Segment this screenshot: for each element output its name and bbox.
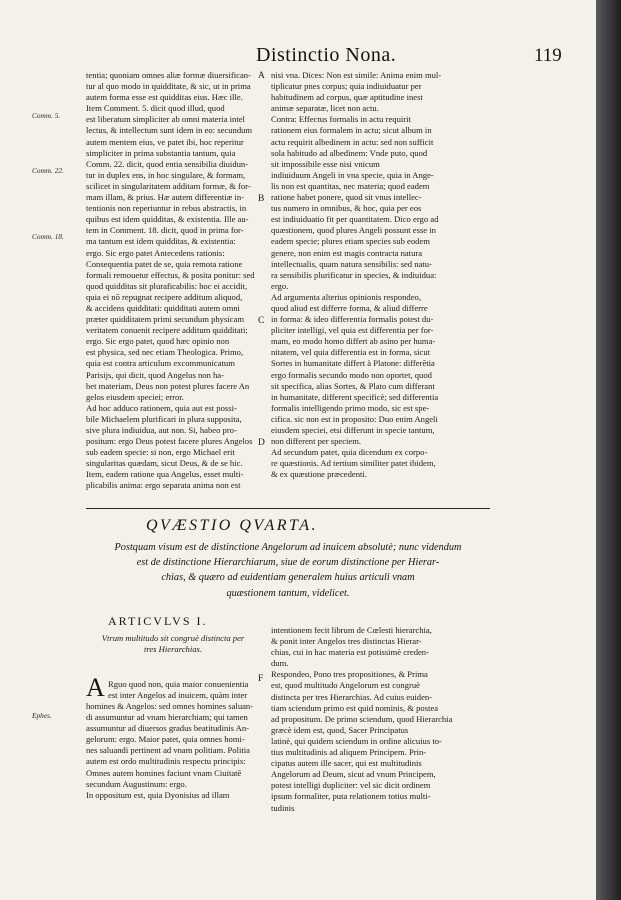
text-line: Ad secundum patet, quia dicendum ex corpo-: [271, 447, 428, 458]
text-line: Consequentia patet de se, quia remota ratione: [86, 258, 243, 269]
section-marker-d: D: [258, 438, 265, 448]
text-line: quibus est idem quidditas, & existentia. Ille au-: [86, 214, 249, 225]
text-line: in forma: & ideo differentia formalis potest du-: [271, 314, 434, 325]
question-intro: [86, 540, 490, 601]
drop-cap: A: [86, 673, 105, 702]
text-line: græcè idem est, quod, Sacer Principatus: [271, 724, 409, 735]
text-line: cifica. sic non est in proposito: Duo enim Angeli: [271, 413, 438, 424]
text-line: [271, 480, 489, 491]
right-column: [271, 70, 489, 492]
text-line: mam, eo modo homo differt ab asino per huma-: [271, 336, 436, 347]
text-line: est inter Angelos ad inuicem, quàm inter: [108, 690, 248, 701]
running-head: Distinctio Nona.: [256, 44, 397, 66]
text-line: tiam sciendum primo est quid nominis, & postea: [271, 702, 439, 713]
text-line: tiplicatur pnes corpus; quia indiuiduatur per: [271, 81, 422, 92]
text-line: [271, 825, 489, 836]
text-line: tur al quo modo in quidditate, & sic, ut in prima: [86, 81, 251, 92]
text-line: animæ separatæ, licet non actu.: [271, 103, 379, 114]
text-line: chias, cui in hac materia est potissimè creden-: [271, 647, 429, 658]
text-line: habitudinem ad corpus, quæ aptitudine inest: [271, 92, 423, 103]
text-line: assumuntur ad diuersos gradus beatitudinis An-: [86, 723, 250, 734]
book-gutter: [596, 0, 621, 900]
page-number: 119: [534, 45, 562, 66]
article-left-column: [86, 679, 260, 701]
text-line: intellectualis, quam natura sensibilis: sed natu-: [271, 258, 432, 269]
text-line: dum.: [271, 658, 289, 669]
text-line: In oppositum est, quia Dyonisius ad illam: [86, 789, 230, 800]
text-line: Rguo quod non, quia maior conuenientia: [108, 679, 249, 689]
text-line: Omnes autem homines faciunt vnam Ciuitatē: [86, 767, 242, 778]
text-line: re quæstionis. Ad tertium similiter patet ibidem,: [271, 458, 436, 469]
text-line: mam illam, & prius. Hæ autem differentiæ in-: [86, 192, 245, 203]
text-line: ratione habet ponere, quod sit vnus intellec-: [271, 192, 422, 203]
article-heading: ARTICVLVS I.: [108, 614, 208, 628]
text-line: Item Comment. 5. dicit quod illud, quod: [86, 103, 225, 114]
text-line: [271, 869, 489, 880]
text-line: bet materiam, Deus non potest plures facere An: [86, 380, 250, 391]
text-line: tudinis: [271, 802, 295, 813]
text-line: autem est ordo multitudinis respectu principis:: [86, 756, 246, 767]
text-line: [86, 801, 260, 812]
text-line: quia est contra articulum excommunicatum: [86, 358, 235, 369]
text-line: lis non est quantitas, nec materia; quod eadem: [271, 180, 430, 191]
text-line: sola habitudo ad albedinem: Vnde puto, quod: [271, 147, 428, 158]
text-line: ergo. Sic ergo patet Antecedens rationis:: [86, 247, 225, 258]
text-line: ma tantum est idem quidditas, & existentia:: [86, 236, 236, 247]
text-line: Ad argumenta alterius opinionis respondeo,: [271, 291, 421, 302]
text-line: autem mentem eius, ve patet ibi, hoc reperitur: [86, 136, 244, 147]
text-line: est physica, sed nec etiam Theologica. Primo,: [86, 347, 244, 358]
text-line: tentia; quoniam omnes aliæ formæ diuersifican-: [86, 70, 251, 80]
text-line: homines & Angelos: sed omnes homines saluan-: [86, 701, 254, 711]
text-line: sub eadem specie: si non, ergo Michael erit: [86, 447, 235, 458]
text-line: ergo. Sic ergo patet, quod hæc opinio non: [86, 336, 230, 347]
article-right-column: [271, 625, 489, 880]
text-line: nisi vna. Dices: Non est simile: Anima enim mul-: [271, 70, 442, 80]
text-line: sit specifica, alias Sortes, & Plato cum differant: [271, 380, 435, 391]
text-line: [271, 814, 489, 825]
intro-line: est de distinctione Hierarchiarum, siue de eorum distinctione per Hierar-: [136, 557, 440, 569]
text-line: ipsum formaliter, puta relationem totius multi-: [271, 791, 431, 802]
text-line: gelorum: ergo. Maior patet, quia omnes homi-: [86, 734, 245, 745]
text-line: Sortes in humanitate differt à Platone: differētia: [271, 358, 435, 369]
text-line: potest intelligi dupliciter: vel sic dicit ordinem: [271, 780, 431, 791]
text-line: est liberatum simpliciter ab omni materia intel: [86, 114, 245, 125]
text-line: cipatus autem ille sacer, qui est multitudinis: [271, 758, 422, 769]
text-line: tius multitudinis ad aliquem Principem. Prin-: [271, 747, 427, 758]
margin-reference: Comm. 5.: [32, 111, 61, 120]
text-line: distincta per tres Hierarchias. Ad cuius euiden-: [271, 691, 433, 702]
text-line: [271, 847, 489, 858]
text-line: secundum Augustinum: ergo.: [86, 778, 187, 789]
text-line: formalis intelligendo primo modo, sic est spe-: [271, 402, 430, 413]
text-line: quod aliud est differre forma, & aliud differre: [271, 302, 428, 313]
text-line: rationem eius formalem in actu; sicut album in: [271, 125, 432, 136]
text-line: quia ei nō repugnat recipere additum aliquod,: [86, 291, 243, 302]
text-line: Comm. 22. dicit, quod entia sensibilia diuidun-: [86, 158, 249, 169]
text-line: ergo.: [271, 280, 289, 291]
text-line: tentionis non reperiuntur in rebus abstractis, in: [86, 203, 247, 214]
text-line: scilicet in singularitatem additam formæ, & for-: [86, 180, 251, 191]
margin-reference: Ephes.: [32, 711, 52, 720]
text-line: & accidens quidditati: quidditati autem omni: [86, 302, 240, 313]
text-line: est, quod multitudo Angelorum est congruè: [271, 680, 420, 691]
text-line: sit impossibile esse nisi vnicum: [271, 158, 380, 169]
text-line: tur in duplex ens, in hoc singulare, & formam,: [86, 169, 246, 180]
question-heading: QVÆSTIO QVARTA.: [146, 517, 319, 534]
left-column: [86, 70, 260, 503]
text-line: [271, 858, 489, 869]
text-line: singularitas quædam, sicut Deus, & de se hic.: [86, 458, 243, 469]
section-marker-f: F: [258, 674, 264, 684]
text-line: præter quidditatem primi secundum physicam: [86, 314, 244, 325]
intro-line: quæstionem tantum, videlicet.: [226, 587, 350, 599]
subtitle-line: tres Hierarchias.: [143, 644, 203, 655]
margin-reference: Comm. 22.: [32, 166, 64, 175]
intro-line: chias, & quæro ad euidentiam generalem huius articuli vnam: [161, 572, 415, 584]
text-line: Respondeo, Pono tres propositiones, & Prima: [271, 669, 428, 680]
text-line: sive plura indiuidua, aut non. Si, habeo pro-: [86, 425, 237, 435]
section-marker-b: B: [258, 194, 265, 204]
text-line: positum: ergo Deus potest facere plures Angelos: [86, 436, 253, 447]
text-line: formali remouetur effectus, & posita ponitur: sed: [86, 269, 255, 280]
text-line: intentionem fecit librum de Cœlesti hierarchia,: [271, 625, 432, 635]
text-line: autem forma esse est quidditas eius. Hæc ille.: [86, 92, 243, 103]
text-line: Parisijs, qui dicit, quod Angelus non ha-: [86, 369, 224, 380]
text-line: nes saluandi pertinent ad vnam politiam. Politia: [86, 745, 250, 756]
text-line: latinè, qui quidem sciendum in ordine alicuius to-: [271, 735, 442, 746]
text-line: tem in Comment. 18. dicit, quod in prima for-: [86, 225, 244, 236]
intro-line: Postquam visum est de distinctione Angelorum ad inuicem absolutè; nunc videndum: [114, 542, 462, 553]
text-line: eiusdem speciei, etsi differunt in specie tantum,: [271, 425, 435, 435]
text-line: veritatem conuenit recipere additum quidditati:: [86, 325, 248, 336]
article-subtitle: [86, 633, 260, 655]
subtitle-line: Vtrum multitudo sit congruè distincta per: [101, 633, 245, 643]
text-line: gelos eiusdem speciei; error.: [86, 391, 184, 402]
text-line: tus numero in omnibus, & hoc, quia per eos: [271, 203, 422, 214]
text-line: plicabilis anima: ergo separata anima non est: [86, 480, 241, 491]
margin-reference: Comm. 18.: [32, 232, 64, 241]
text-line: quod quidditas sit pluraficabilis: hoc ei accidit,: [86, 280, 248, 291]
text-line: quæstionem, quod plures Angeli possunt esse in: [271, 225, 436, 236]
text-line: pliciter intelligi, vel quia est differentia per for-: [271, 325, 434, 336]
section-divider: [86, 508, 490, 509]
text-line: eadem specie; plures etiam species sub eodem: [271, 236, 430, 247]
section-marker-a: A: [258, 71, 265, 81]
article-left-column-cont: [86, 701, 260, 812]
text-line: genere, non enim est magis contracta natura: [271, 247, 423, 258]
text-line: [86, 492, 260, 503]
text-line: Item, eadem ratione qua Angelus, esset multi-: [86, 469, 244, 480]
text-line: in humanitate, different specificè; sed differentia: [271, 391, 439, 402]
text-line: [271, 836, 489, 847]
text-line: Ad hoc adduco rationem, quia aut est possi-: [86, 402, 237, 413]
text-line: lectus, & intellectum sunt idem in eo: secundum: [86, 125, 253, 136]
text-line: ergo formalis secundo modo non oportet, quod: [271, 369, 432, 380]
text-line: actu requirit albedinem in actu: sed non sufficit: [271, 136, 434, 147]
text-line: & ex quæstione præcedenti.: [271, 469, 367, 480]
text-line: nitatem, vel quia differentia est in forma, sicut: [271, 347, 431, 358]
section-marker-c: C: [258, 316, 265, 326]
text-line: & ponit inter Angelos tres distinctas Hierar-: [271, 636, 422, 647]
text-line: ra sensibilis plurificatur in species, & indiuidua:: [271, 269, 437, 280]
text-line: bile Michaelem plurificari in plura supposita,: [86, 413, 242, 424]
text-line: ad propositum. De primo sciendum, quod Hierarchia: [271, 713, 453, 724]
text-line: est indiuiduatio fit per quantitatem. Dico ergo ad: [271, 214, 439, 225]
text-line: Angelorum ad Deum, sicut ad vnum Principem,: [271, 769, 436, 780]
text-line: Contra: Effectus formalis in actu requirit: [271, 114, 411, 125]
text-line: indiuiduum Angeli in vna specie, quia in Ange-: [271, 169, 434, 180]
text-line: simpliciter in prima substantia tantum, quia: [86, 147, 236, 158]
text-line: di assumuntur ad vnam hierarchiam; qui tamen: [86, 712, 248, 723]
text-line: non different per speciem.: [271, 436, 362, 447]
